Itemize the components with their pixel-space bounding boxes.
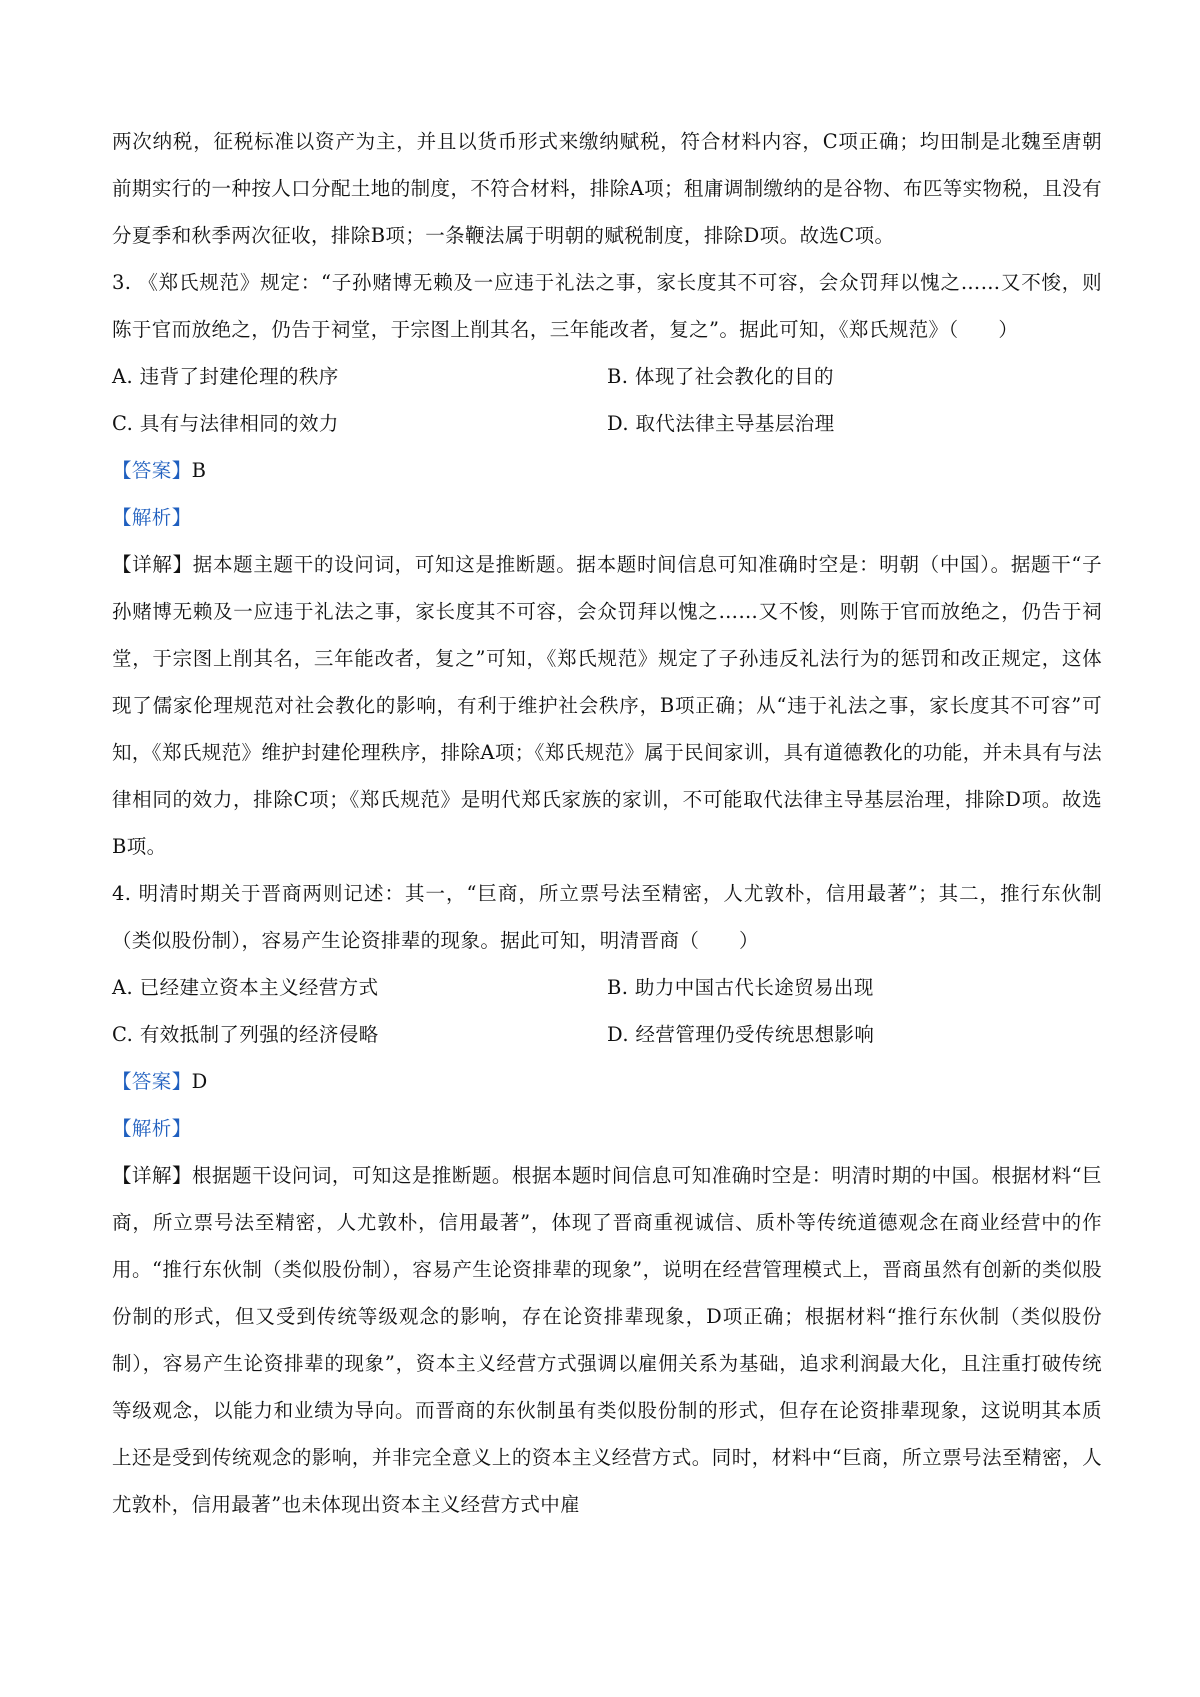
- question-4-answer: [112, 1058, 1102, 1105]
- question-4-options-row-2: [112, 1011, 1102, 1058]
- answer-tag: 【答案】: [112, 1070, 192, 1093]
- detail-text: 根据题干设问词，可知这是推断题。根据本题时间信息可知准确时空是：明清时期的中国。根据材料“巨商，所立票号法至精密，人尤敦朴，信用最著”，体现了晋商重视诚信、质朴等传统道德观念在商业经营中的作用。“推行东伙制（类似股份制），容易产生论资排辈的现象”，说明在经营管理模式上，晋商虽然有创新的类似股份制的形式，但又受到传统等级观念的影响，存在论资排辈现象，D项正确；根据材料“推行东伙制（类似股份制），容易产生论资排辈的现象”，资本主义经营方式强调以雇佣关系为基础，追求利润最大化，且注重打破传统等级观念，以能力和业绩为导向。而晋商的东伙制虽有类似股份制的形式，但存在论资排辈现象，这说明其本质上还是受到传统观念的影响，并非完全意义上的资本主义经营方式。同时，材料中“巨商，所立票号法至精密，人尤敦朴，信用最著”也未体现出资本主义经营方式中雇: [112, 1164, 1102, 1516]
- answer-tag: 【答案】: [112, 459, 192, 482]
- question-3-options-row-2: [112, 400, 1102, 447]
- question-4: [112, 870, 1102, 1528]
- analysis-tag: 【解析】: [112, 506, 192, 529]
- question-3-detail: [112, 541, 1102, 870]
- question-3-option-d: D. 取代法律主导基层治理: [607, 412, 835, 435]
- detail-text: 据本题主题干的设问词，可知这是推断题。据本题时间信息可知准确时空是：明朝（中国）。据题干“子孙赌博无赖及一应违于礼法之事，家长度其不可容，会众罚拜以愧之……又不悛，则陈于官而放绝之，仍告于祠堂，于宗图上削其名，三年能改者，复之”可知，《郑氏规范》规定了子孙违反礼法行为的惩罚和改正规定，这体现了儒家伦理规范对社会教化的影响，有利于维护社会秩序，B项正确；从“违于礼法之事，家长度其不可容”可知，《郑氏规范》维护封建伦理秩序，排除A项；《郑氏规范》属于民间家训，具有道德教化的功能，并未具有与法律相同的效力，排除C项；《郑氏规范》是明代郑氏家族的家训，不可能取代法律主导基层治理，排除D项。故选B项。: [112, 553, 1102, 858]
- question-3-answer: [112, 447, 1102, 494]
- document-page: [112, 118, 1102, 1528]
- question-4-option-c: C. 有效抵制了列强的经济侵略: [112, 1023, 379, 1046]
- question-4-options-row-1: [112, 964, 1102, 1011]
- question-3-option-a: A. 违背了封建伦理的秩序: [112, 365, 339, 388]
- analysis-tag: 【解析】: [112, 1117, 192, 1140]
- question-3-option-c: C. 具有与法律相同的效力: [112, 412, 339, 435]
- question-4-option-a: A. 已经建立资本主义经营方式: [112, 976, 379, 999]
- question-4-option-b: B. 助力中国古代长途贸易出现: [607, 976, 874, 999]
- question-3-option-b: B. 体现了社会教化的目的: [607, 365, 834, 388]
- intro-paragraph: 两次纳税，征税标准以资产为主，并且以货币形式来缴纳赋税，符合材料内容，C项正确；均田制是北魏至唐朝前期实行的一种按人口分配土地的制度，不符合材料，排除A项；租庸调制缴纳的是谷物、布匹等实物税，且没有分夏季和秋季两次征收，排除B项；一条鞭法属于明朝的赋税制度，排除D项。故选C项。: [112, 130, 1102, 247]
- answer-value: B: [191, 459, 207, 482]
- question-3-analysis-heading: [112, 494, 1102, 541]
- detail-tag: 【详解】: [112, 553, 193, 576]
- question-3: [112, 259, 1102, 870]
- detail-tag: 【详解】: [112, 1164, 192, 1187]
- question-3-options-row-1: [112, 353, 1102, 400]
- question-4-option-d: D. 经营管理仍受传统思想影响: [607, 1023, 875, 1046]
- question-3-stem: 3. 《郑氏规范》规定：“子孙赌博无赖及一应违于礼法之事，家长度其不可容，会众罚拜以愧之……又不悛，则陈于官而放绝之，仍告于祠堂，于宗图上削其名，三年能改者，复之”。据此可知，《郑氏规范》（ ）: [112, 271, 1102, 341]
- answer-value: D: [191, 1070, 208, 1093]
- question-4-stem: 4. 明清时期关于晋商两则记述：其一，“巨商，所立票号法至精密，人尤敦朴，信用最著”；其二，推行东伙制（类似股份制），容易产生论资排辈的现象。据此可知，明清晋商（ ）: [112, 882, 1102, 952]
- question-4-detail: [112, 1152, 1102, 1528]
- question-4-analysis-heading: [112, 1105, 1102, 1152]
